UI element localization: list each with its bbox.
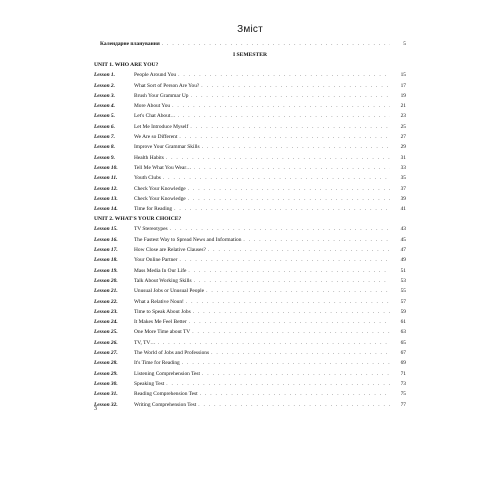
lesson-page: 21 (400, 103, 406, 110)
dot-leader (191, 91, 390, 101)
lesson-page: 39 (400, 195, 406, 202)
lesson-number: Lesson 11. (94, 175, 118, 182)
lesson-page: 57 (400, 298, 406, 305)
toc-lesson-entry[interactable] (94, 70, 406, 80)
lesson-title: Health Habits (134, 154, 164, 161)
lesson-page: 63 (400, 329, 406, 336)
lesson-number: Lesson 32. (94, 401, 118, 408)
lesson-number: Lesson 19. (94, 267, 118, 274)
dot-leader (170, 224, 390, 234)
dot-leader (166, 153, 390, 163)
toc-lesson-entry[interactable] (94, 194, 406, 204)
lesson-number: Lesson 15. (94, 226, 118, 233)
lesson-page: 49 (400, 257, 406, 264)
lesson-page: 31 (400, 154, 406, 161)
dot-leader (163, 173, 390, 183)
lesson-number: Lesson 17. (94, 247, 118, 254)
lesson-number: Lesson 30. (94, 380, 118, 387)
lesson-title: How Close are Relative Clauses? (134, 247, 206, 254)
lesson-number: Lesson 18. (94, 257, 118, 264)
lesson-title: Youth Clubs (134, 175, 161, 182)
lesson-page: 69 (400, 360, 406, 367)
dot-leader (243, 235, 390, 245)
unit-heading: UNIT 1. WHO ARE YOU? (94, 62, 159, 69)
dot-leader (194, 163, 390, 173)
dot-leader (162, 39, 390, 49)
toc-lesson-entry[interactable] (94, 122, 406, 132)
dot-leader (190, 122, 390, 132)
lesson-page: 33 (400, 164, 406, 171)
lesson-title: Time for Reading (134, 206, 173, 213)
lesson-number: Lesson 8. (94, 144, 115, 151)
lesson-page: 67 (400, 350, 406, 357)
toc-lesson-entry[interactable] (94, 91, 406, 101)
lesson-number: Lesson 14. (94, 206, 118, 213)
semester-heading: I SEMESTER (232, 52, 268, 59)
toc-lesson-entry[interactable] (94, 224, 406, 234)
toc-lesson-entry[interactable] (94, 276, 406, 286)
toc-lesson-entry[interactable] (94, 173, 406, 183)
lesson-page: 37 (400, 185, 406, 192)
page-title: Зміст (237, 24, 263, 35)
lesson-title: Let's Chat About… (134, 113, 176, 120)
lesson-title: Let Me Introduce Myself (134, 123, 189, 130)
lesson-number: Lesson 12. (94, 185, 118, 192)
toc-lesson-entry[interactable] (94, 163, 406, 173)
dot-leader (179, 132, 390, 142)
lesson-title: What Sort of Person Are You? (134, 82, 200, 89)
dot-leader (201, 81, 390, 91)
dot-leader (178, 111, 390, 121)
toc-lesson-entry[interactable] (94, 297, 406, 307)
dot-leader (188, 194, 390, 204)
lesson-number: Lesson 26. (94, 339, 118, 346)
lesson-title: More About You (134, 103, 171, 110)
toc-lesson-entry[interactable] (94, 389, 406, 399)
toc-lesson-entry[interactable] (94, 81, 406, 91)
toc-lesson-entry[interactable] (94, 348, 406, 358)
lesson-number: Lesson 21. (94, 288, 118, 295)
lesson-page: 73 (400, 380, 406, 387)
dot-leader (179, 255, 390, 265)
lesson-page: 41 (400, 206, 406, 213)
lesson-number: Lesson 29. (94, 370, 118, 377)
toc-page (94, 24, 406, 410)
lesson-number: Lesson 4. (94, 103, 115, 110)
lesson-title: Reading Comprehension Test (134, 391, 198, 398)
lesson-title: Talk About Working Skills (134, 277, 192, 284)
dot-leader (174, 204, 390, 214)
lesson-title: It Makes Me Feel Better (134, 319, 187, 326)
lesson-page: 59 (400, 308, 406, 315)
toc-lesson-entry[interactable] (94, 338, 406, 348)
lesson-number: Lesson 20. (94, 277, 118, 284)
lesson-title: Your Online Partner (134, 257, 178, 264)
lesson-number: Lesson 9. (94, 154, 115, 161)
lesson-title: Mass Media In Our Life (134, 267, 187, 274)
toc-lesson-entry[interactable] (94, 142, 406, 152)
lesson-page: 19 (400, 92, 406, 99)
dot-leader (182, 358, 390, 368)
lesson-number: Lesson 28. (94, 360, 118, 367)
lesson-number: Lesson 23. (94, 308, 118, 315)
lesson-title: The Fastest Way to Spread News and Information (134, 236, 242, 243)
lesson-title: The World of Jobs and Professions (134, 350, 210, 357)
lesson-page: 43 (400, 226, 406, 233)
lesson-title: It's Time for Reading (134, 360, 180, 367)
toc-lesson-entry[interactable] (94, 327, 406, 337)
lesson-title: We Are so Different (134, 134, 178, 141)
dot-leader (172, 101, 390, 111)
lesson-title: Check Your Knowledge (134, 195, 186, 202)
lesson-number: Lesson 7. (94, 134, 115, 141)
lesson-page: 17 (400, 82, 406, 89)
lesson-number: Lesson 13. (94, 195, 118, 202)
lesson-title: People Around You (134, 72, 177, 79)
toc-lesson-entry[interactable] (94, 101, 406, 111)
lesson-title: Tell Me What You Wear… (134, 164, 192, 171)
lesson-number: Lesson 5. (94, 113, 115, 120)
lesson-page: 29 (400, 144, 406, 151)
lesson-page: 61 (400, 319, 406, 326)
lesson-title: Check Your Knowledge (134, 185, 186, 192)
lesson-number: Lesson 24. (94, 319, 118, 326)
dot-leader (188, 266, 390, 276)
lesson-title: Writing Comprehension Test (134, 401, 197, 408)
lesson-title: Unusual Jobs or Unusual People (134, 288, 205, 295)
toc-lesson-entry[interactable] (94, 307, 406, 317)
dot-leader (186, 297, 390, 307)
dot-leader (198, 400, 390, 410)
dot-leader (189, 317, 390, 327)
toc-lesson-entry[interactable] (94, 204, 406, 214)
lesson-page: 15 (400, 72, 406, 79)
lesson-number: Lesson 31. (94, 391, 118, 398)
lesson-number: Lesson 22. (94, 298, 118, 305)
lesson-title: Brush Your Grammar Up (134, 92, 189, 99)
toc-lesson-entry[interactable] (94, 358, 406, 368)
lesson-page: 65 (400, 339, 406, 346)
lesson-page: 75 (400, 391, 406, 398)
dot-leader (178, 70, 390, 80)
dot-leader (192, 327, 390, 337)
lesson-number: Lesson 3. (94, 92, 115, 99)
lesson-page: 27 (400, 134, 406, 141)
toc-lesson-entry[interactable] (94, 379, 406, 389)
lesson-title: TV, TV… (134, 339, 156, 346)
toc-lesson-entry[interactable] (94, 132, 406, 142)
toc-lesson-entry[interactable] (94, 111, 406, 121)
lesson-number: Lesson 27. (94, 350, 118, 357)
lesson-page: 77 (400, 401, 406, 408)
lesson-page: 53 (400, 277, 406, 284)
lesson-page: 35 (400, 175, 406, 182)
lesson-title: Speaking Test (134, 380, 165, 387)
unit-heading: UNIT 2. WHAT'S YOUR CHOICE? (94, 216, 182, 223)
toc-lesson-entry[interactable] (94, 286, 406, 296)
dot-leader (193, 307, 390, 317)
toc-lesson-entry[interactable] (94, 153, 406, 163)
dot-leader (200, 389, 390, 399)
dot-leader (202, 142, 390, 152)
lesson-number: Lesson 1. (94, 72, 115, 79)
lesson-number: Lesson 6. (94, 123, 115, 130)
dot-leader (211, 348, 390, 358)
lesson-number: Lesson 16. (94, 236, 118, 243)
dot-leader (194, 276, 390, 286)
lesson-title: Listening Comprehension Test (134, 370, 201, 377)
lesson-page: 71 (400, 370, 406, 377)
entry-page: 5 (403, 41, 406, 47)
page-number: 3 (94, 406, 97, 412)
toc-calendar-entry[interactable] (94, 39, 406, 49)
lesson-page: 51 (400, 267, 406, 274)
toc-units (94, 60, 406, 410)
toc-lesson-entry[interactable] (94, 400, 406, 410)
dot-leader (202, 369, 390, 379)
dot-leader (208, 245, 390, 255)
dot-leader (158, 338, 390, 348)
lesson-title: Improve Your Grammar Skills (134, 144, 200, 151)
dot-leader (188, 184, 390, 194)
lesson-title: What a Relative Noun! (134, 298, 184, 305)
lesson-number: Lesson 10. (94, 164, 118, 171)
lesson-number: Lesson 25. (94, 329, 118, 336)
lesson-page: 23 (400, 113, 406, 120)
lesson-page: 25 (400, 123, 406, 130)
toc-lesson-entry[interactable] (94, 235, 406, 245)
toc-lesson-entry[interactable] (94, 369, 406, 379)
lesson-page: 47 (400, 247, 406, 254)
lesson-title: TV Stereotypes (134, 226, 168, 233)
lesson-page: 45 (400, 236, 406, 243)
dot-leader (166, 379, 390, 389)
entry-title: Календарне планування (100, 41, 160, 47)
toc-lesson-entry[interactable] (94, 245, 406, 255)
toc-lesson-entry[interactable] (94, 255, 406, 265)
lesson-page: 55 (400, 288, 406, 295)
toc-lesson-entry[interactable] (94, 184, 406, 194)
toc-lesson-entry[interactable] (94, 266, 406, 276)
lesson-title: Time to Speak About Jobs (134, 308, 191, 315)
toc-lesson-entry[interactable] (94, 317, 406, 327)
dot-leader (206, 286, 390, 296)
lesson-title: One More Time about TV (134, 329, 191, 336)
lesson-number: Lesson 2. (94, 82, 115, 89)
